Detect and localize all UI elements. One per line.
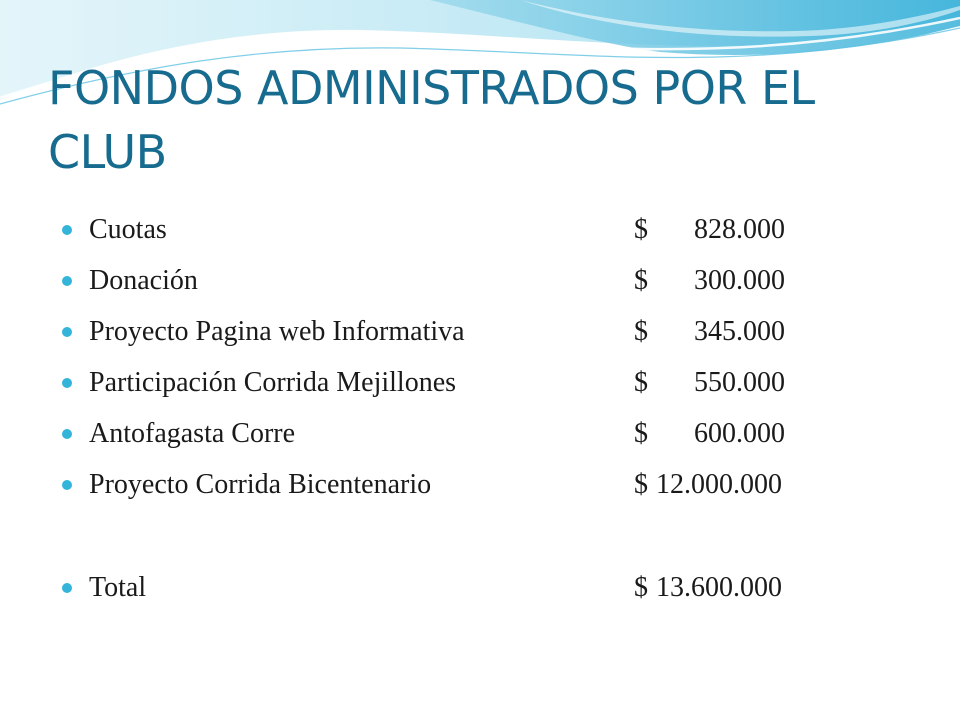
- list-item-mejillones: [62, 357, 882, 408]
- item-currency: $: [634, 264, 648, 296]
- bullet-icon: [62, 480, 72, 490]
- item-amount: 345.000: [694, 315, 785, 347]
- item-label: Donación: [89, 264, 198, 296]
- list-item-total: [62, 562, 882, 613]
- item-amount: 300.000: [694, 264, 785, 296]
- list-item-donacion: [62, 255, 882, 306]
- bullet-icon: [62, 583, 72, 593]
- item-amount: 12.000.000: [656, 468, 782, 500]
- list-item-antofagasta-corre: [62, 408, 882, 459]
- item-label: Proyecto Corrida Bicentenario: [89, 468, 432, 500]
- total-label: Total: [89, 571, 147, 603]
- slide-title: FONDOS ADMINISTRADOS POR EL CLUB: [48, 61, 815, 179]
- item-currency: $: [634, 315, 648, 347]
- bullet-icon: [62, 429, 72, 439]
- total-currency: $: [634, 571, 648, 603]
- item-currency: $: [634, 366, 648, 398]
- bullet-icon: [62, 225, 72, 235]
- bullet-icon: [62, 276, 72, 286]
- item-currency: $: [634, 417, 648, 449]
- total-amount: 13.600.000: [656, 571, 782, 603]
- list-item-bicentenario: [62, 459, 882, 510]
- item-label: Cuotas: [89, 213, 167, 245]
- funds-list: [62, 204, 882, 613]
- item-label: Participación Corrida Mejillones: [89, 366, 457, 398]
- item-amount: 550.000: [694, 366, 785, 398]
- item-label: Proyecto Pagina web Informativa: [89, 315, 465, 347]
- item-currency: $: [634, 468, 648, 500]
- bullet-icon: [62, 378, 72, 388]
- list-item-cuotas: [62, 204, 882, 255]
- item-amount: 828.000: [694, 213, 785, 245]
- item-currency: $: [634, 213, 648, 245]
- item-label: Antofagasta Corre: [89, 417, 296, 449]
- list-spacer: [62, 510, 882, 562]
- bullet-icon: [62, 327, 72, 337]
- item-amount: 600.000: [694, 417, 785, 449]
- list-item-pagina-web: [62, 306, 882, 357]
